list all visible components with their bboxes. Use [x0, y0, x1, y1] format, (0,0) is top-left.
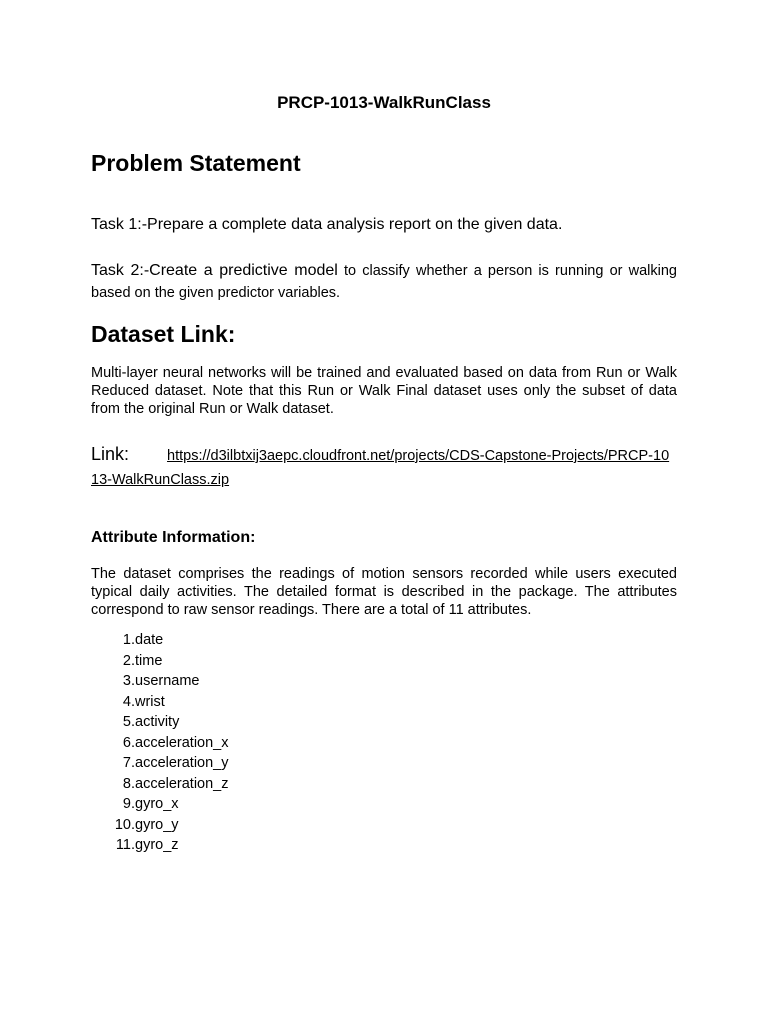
attribute-name: activity [135, 714, 180, 730]
attribute-item [91, 712, 229, 733]
attribute-number: 4. [122, 693, 135, 710]
attribute-number: 2. [122, 652, 135, 669]
attribute-item [91, 815, 229, 836]
attribute-name: username [135, 673, 200, 689]
attribute-item [91, 733, 229, 754]
attribute-number: 9. [122, 796, 135, 812]
attribute-item [91, 753, 229, 774]
attribute-number: 1. [122, 632, 135, 648]
attribute-number: 3. [122, 673, 135, 689]
task-2-rest: to classify whether a person is running or walking based on the given predictor variables. [91, 263, 678, 301]
attribute-name: gyro_y [135, 816, 179, 833]
attribute-name: time [135, 652, 163, 669]
dataset-link-line [91, 443, 677, 492]
attribute-item [91, 671, 229, 692]
attribute-number: 11. [115, 837, 135, 853]
dataset-link-heading: Dataset Link: [91, 321, 236, 347]
attribute-description: The dataset comprises the readings of motion sensors recorded while users executed typical daily activities. The detailed format is described in the package. The attributes correspond to raw sensor readings. There are a total of 11 attributes. [91, 566, 677, 618]
dataset-description: Multi-layer neural networks will be trained and evaluated based on data from Run or Walk Reduced dataset. Note that this Run or Walk Final dataset uses only the subset of data from the original Run or Walk dataset. [91, 365, 677, 417]
attribute-item [91, 692, 229, 713]
dataset-download-link[interactable]: https://d3ilbtxij3aepc.cloudfront.net/projects/CDS-Capstone-Projects/PRCP-1013-WalkRunClass.zip [91, 448, 670, 488]
attribute-name: gyro_z [135, 837, 179, 853]
attribute-name: date [135, 632, 164, 648]
attribute-item [91, 794, 229, 815]
attribute-item [91, 774, 229, 795]
attribute-number: 7. [122, 755, 135, 771]
attribute-number: 10. [114, 816, 135, 833]
attribute-number: 5. [122, 714, 135, 730]
attribute-list [91, 630, 229, 856]
task-1-text: Task 1:-Prepare a complete data analysis report on the given data. [91, 216, 563, 233]
attribute-item [91, 630, 229, 651]
task-2-lead: Task 2:-Create a predictive model [91, 262, 338, 279]
attribute-name: acceleration_z [135, 775, 229, 792]
attribute-item [91, 835, 229, 856]
attribute-name: wrist [135, 693, 165, 710]
document-title: PRCP-1013-WalkRunClass [277, 93, 491, 112]
attribute-number: 8. [122, 775, 135, 792]
attribute-item [91, 651, 229, 672]
attribute-number: 6. [122, 734, 135, 751]
problem-statement-heading: Problem Statement [91, 150, 301, 176]
link-label: Link: [91, 444, 130, 464]
attribute-name: acceleration_x [135, 734, 229, 751]
attribute-name: gyro_x [135, 796, 179, 812]
attribute-name: acceleration_y [135, 755, 229, 771]
task-2-paragraph [91, 260, 677, 304]
attribute-information-heading: Attribute Information: [91, 529, 256, 546]
